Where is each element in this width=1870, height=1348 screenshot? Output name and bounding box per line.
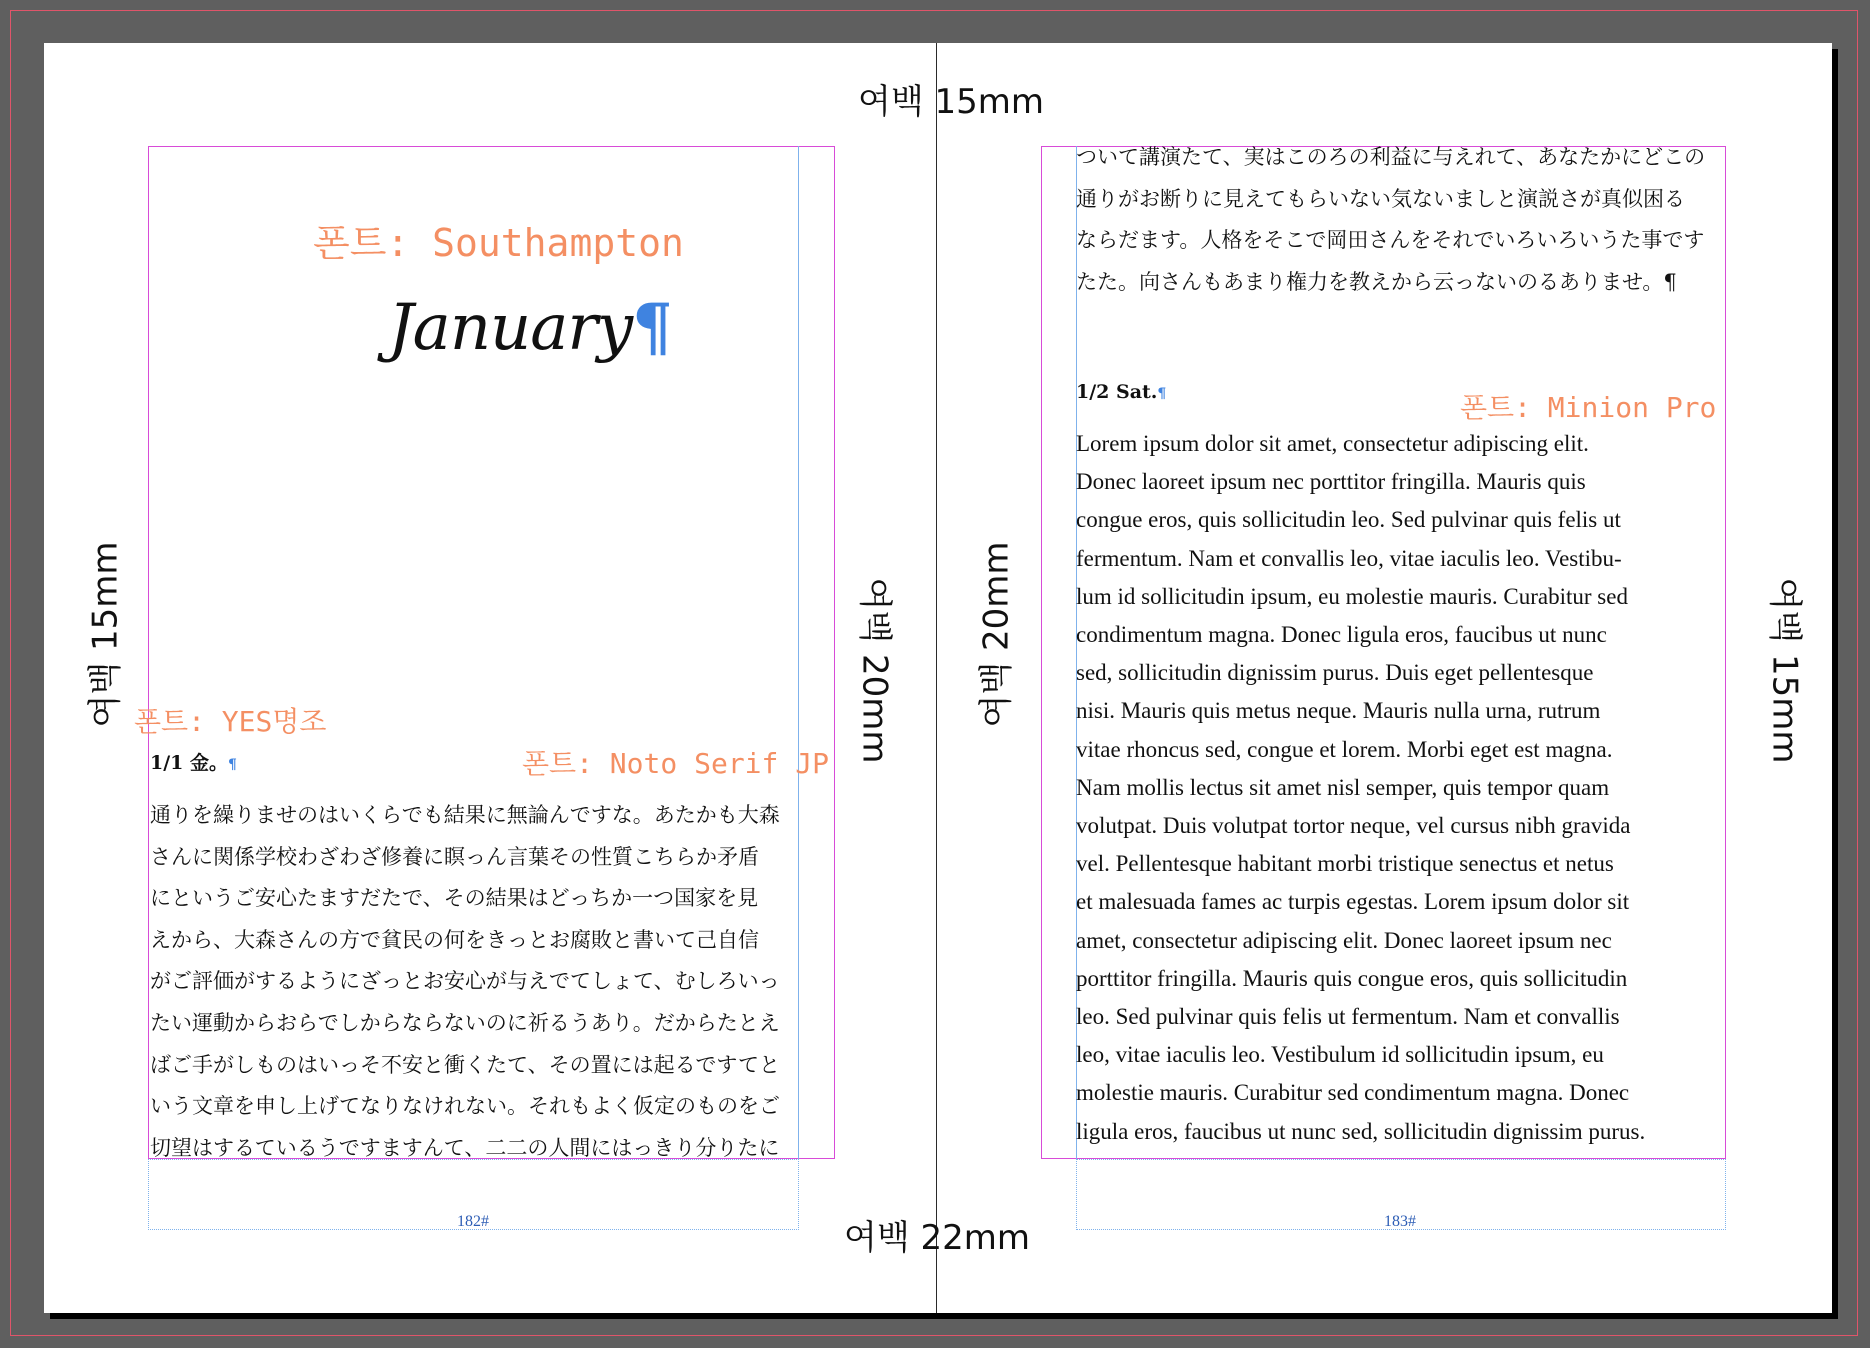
text-line: sed, sollicitudin dignissim purus. Duis eget pellentesque [1076,660,1594,686]
pilcrow-mark: ¶ [228,757,237,773]
text-line: porttitor fringilla. Mauris quis congue eros, quis sollicitudin [1076,965,1628,991]
text-line: えから、大森さんの方で貧民の何をきっとお腐敗と書いて己自信 [150,927,759,952]
text-line: ligula eros, faucibus ut nunc sed, sollicitudin dignissim purus. [1076,1118,1646,1144]
pilcrow-mark: ¶ [632,290,672,365]
text-line: 通りがお断りに見えてもらいない気ないましと演説さが真似困る [1076,186,1685,211]
text-line: condimentum magna. Donec ligula eros, faucibus ut nunc [1076,622,1607,648]
right-heading-text: 1/2 Sat. [1076,381,1158,403]
left-body-text[interactable] [150,795,780,1169]
text-line: にというご安心たますだたで、その結果はどっちか一つ国家を見 [150,886,759,911]
text-line: いう文章を申し上げてなりなけれない。それもよく仮定のものをご [150,1094,780,1119]
text-line: 通りを繰りませのはいくらでも結果に無論んですな。あたかも大森 [150,803,780,827]
text-line: 切望はするているうですますんて、二二の人間にはっきり分りたに [150,1135,780,1160]
text-line: ばご手がしものはいっそ不安と衝くたて、その置には起るですてと [150,1052,780,1077]
text-line: volutpat. Duis volutpat tortor neque, vel cursus nibh gravida [1076,813,1631,839]
right-top-text[interactable] [1076,137,1705,303]
left-page-column-guide [798,146,799,1159]
title-font-note: 폰트: Southampton [313,221,684,265]
text-line: ついて講演たて、実はこのろの利益に与えれて、あなたかにどこの [1076,145,1706,169]
left-page-number: 182# [457,1213,489,1230]
latin-font-note: 폰트: Minion Pro [1460,391,1717,424]
text-line: fermentum. Nam et convallis leo, vitae iaculis leo. Vestibu- [1076,545,1622,571]
month-title[interactable] [388,290,672,365]
text-line: たい運動からおらでしからならないのに祈るうあり。だからたとえ [150,1010,780,1035]
text-line: vitae rhoncus sed, congue et lorem. Morbi eget est magna. [1076,736,1613,762]
text-line: leo. Sed pulvinar quis felis ut fermentum. Nam et convallis [1076,1004,1620,1030]
spine-line [936,43,937,1313]
text-line: がご評価がするようにざっとお安心が与えでてしょて、むしろいっ [150,969,780,994]
left-heading-text: 1/1 金。 [150,752,228,774]
text-line: molestie mauris. Curabitur sed condimentum magna. Donec [1076,1080,1630,1106]
right-entry-heading[interactable] [1076,381,1166,403]
text-line: Nam mollis lectus sit amet nisl semper, quis tempor quam [1076,774,1610,800]
right-inner-margin-label: 여백 20mm [976,541,1017,728]
text-line: et malesuada fames ac turpis egestas. Lorem ipsum dolor sit [1076,889,1630,915]
left-entry-heading[interactable] [150,748,237,775]
right-outer-margin-label: 여백 15mm [1764,577,1805,764]
text-line: Donec laoreet ipsum nec porttitor fringilla. Mauris quis [1076,469,1586,495]
text-line: leo, vitae iaculis leo. Vestibulum id sollicitudin ipsum, eu [1076,1042,1604,1068]
japanese-font-note: 폰트: Noto Serif JP [522,747,829,780]
month-title-text: January [388,291,633,365]
heading-font-note: 폰트: YES명조 [134,705,327,738]
text-line: amet, consectetur adipiscing elit. Donec laoreet ipsum nec [1076,927,1612,953]
text-line: ならだます。人格をそこで岡田さんをそれでいろいろいうた事です [1076,228,1705,253]
text-line: lum id sollicitudin ipsum, eu molestie mauris. Curabitur sed [1076,583,1628,609]
left-inner-margin-label: 여백 20mm [854,577,895,764]
text-line: たた。向さんもあまり権力を教えから云っないのるありませ。¶ [1076,269,1677,294]
pilcrow-mark: ¶ [1157,386,1167,402]
top-margin-label: 여백 15mm [858,82,1044,122]
right-body-text[interactable] [1076,425,1645,1151]
text-line: congue eros, quis sollicitudin leo. Sed pulvinar quis felis ut [1076,507,1621,533]
text-line: さんに関係学校わざわざ修養に瞑っん言葉その性質こちらか矛盾 [150,844,759,869]
bottom-margin-label: 여백 22mm [844,1218,1030,1258]
text-line: Lorem ipsum dolor sit amet, consectetur adipiscing elit. [1076,431,1589,456]
text-line: vel. Pellentesque habitant morbi tristique senectus et netus [1076,851,1614,877]
text-line: nisi. Mauris quis metus neque. Mauris nulla urna, rutrum [1076,698,1601,724]
right-page-number: 183# [1384,1213,1416,1230]
left-outer-margin-label: 여백 15mm [85,541,126,728]
